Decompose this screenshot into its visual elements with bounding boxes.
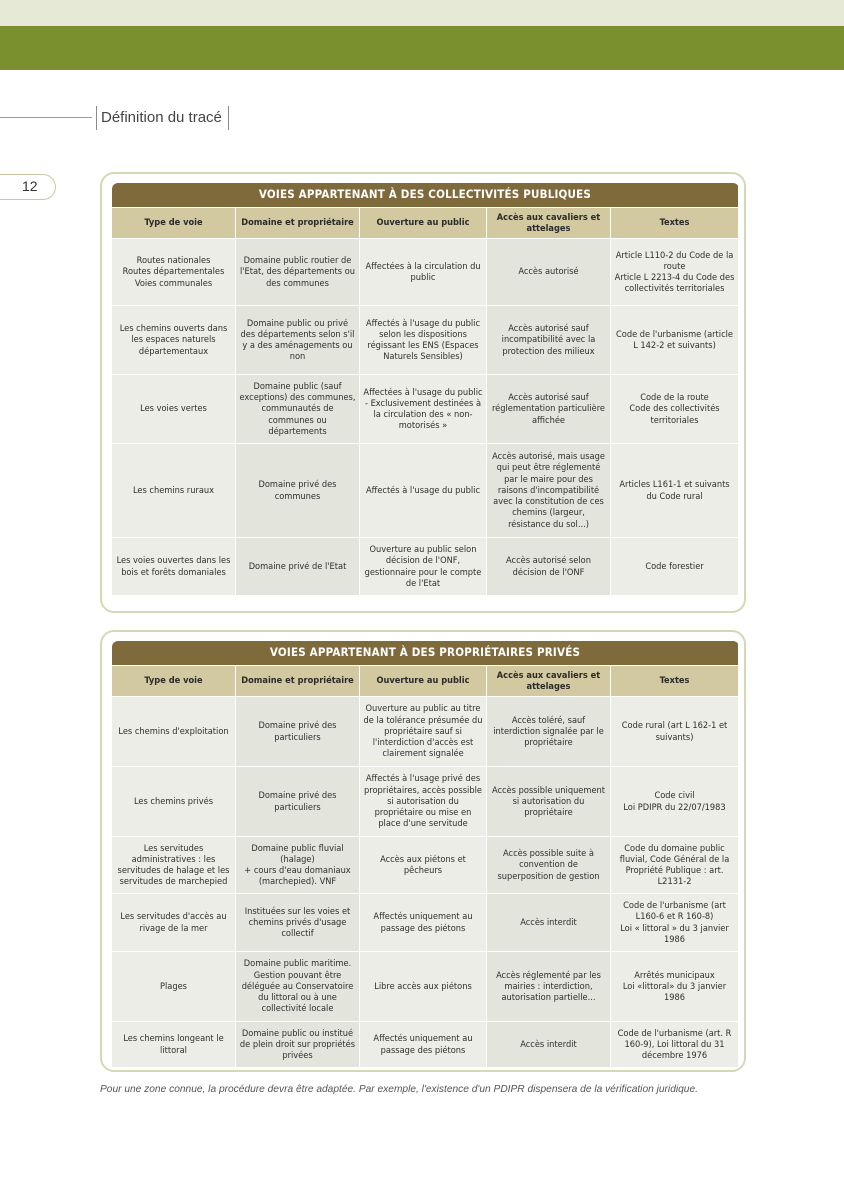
cell-texts: Articles L161-1 et suivants du Code rural: [611, 444, 739, 538]
cell-domain: Domaine public maritime. Gestion pouvant être déléguée au Conservatoire du littoral ou à une collectivité locale: [236, 952, 360, 1022]
cell-texts: Code forestier: [611, 538, 739, 596]
cell-access: Accès réglementé par les mairies : interdiction, autorisation partielle...: [487, 952, 611, 1022]
cell-type: Les chemins ouverts dans les espaces naturels départementaux: [112, 306, 236, 375]
cell-access: Accès autorisé, mais usage qui peut être réglementé par le maire pour des raisons d'incompatibilité avec la constitution de ces chemins (largeur, résistance du sol...): [487, 444, 611, 538]
cell-access: Accès possible suite à convention de superposition de gestion: [487, 837, 611, 894]
cell-domain: Domaine privé des particuliers: [236, 767, 360, 837]
cell-texts: Code rural (art L 162-1 et suivants): [611, 697, 739, 767]
cell-type: Les chemins longeant le littoral: [112, 1022, 236, 1068]
cell-opening: Accès aux piétons et pêcheurs: [360, 837, 487, 894]
cell-type: Les chemins privés: [112, 767, 236, 837]
table-row: [112, 837, 739, 894]
column-header-domain: Domaine et propriétaire: [236, 208, 360, 239]
table-row: [112, 1022, 739, 1068]
cell-access: Accès toléré, sauf interdiction signalée par le propriétaire: [487, 697, 611, 767]
section-title-rule: [0, 117, 92, 118]
table-row: [112, 239, 739, 306]
cell-type: Les chemins d'exploitation: [112, 697, 236, 767]
cell-opening: Affectés à l'usage du public selon les dispositions régissant les ENS (Espaces Naturels Sensibles): [360, 306, 487, 375]
column-header-texts: Textes: [611, 208, 739, 239]
column-header-access: Accès aux cavaliers et attelages: [487, 666, 611, 697]
table-row: [112, 444, 739, 538]
cell-access: Accès autorisé sauf réglementation particulière affichée: [487, 375, 611, 444]
column-header-type: Type de voie: [112, 666, 236, 697]
cell-type: Les servitudes d'accès au rivage de la mer: [112, 894, 236, 952]
cell-access: Accès interdit: [487, 894, 611, 952]
cell-texts: Arrêtés municipaux Loi «littoral» du 3 janvier 1986: [611, 952, 739, 1022]
cell-type: Plages: [112, 952, 236, 1022]
cell-texts: Article L110-2 du Code de la route Article L 2213-4 du Code des collectivités territoriales: [611, 239, 739, 306]
cell-domain: Domaine public (sauf exceptions) des communes, communautés de communes ou départements: [236, 375, 360, 444]
cell-type: Les servitudes administratives : les servitudes de halage et les servitudes de marchepied: [112, 837, 236, 894]
cell-type: Routes nationales Routes départementales Voies communales: [112, 239, 236, 306]
cell-texts: Code de l'urbanisme (article L 142-2 et suivants): [611, 306, 739, 375]
cell-type: Les chemins ruraux: [112, 444, 236, 538]
cell-access: Accès autorisé: [487, 239, 611, 306]
column-header-row: [112, 208, 739, 239]
cell-opening: Affectés à l'usage du public: [360, 444, 487, 538]
cell-texts: Code de l'urbanisme (art. R 160-9), Loi littoral du 31 décembre 1976: [611, 1022, 739, 1068]
table-title: VOIES APPARTENANT À DES COLLECTIVITÉS PUBLIQUES: [112, 183, 739, 208]
column-header-domain: Domaine et propriétaire: [236, 666, 360, 697]
cell-opening: Ouverture au public au titre de la tolérance présumée du propriétaire sauf si l'interdiction d'accès est clairement signalée: [360, 697, 487, 767]
private-roads-panel: [100, 630, 746, 1072]
cell-texts: Code de l'urbanisme (art L160-6 et R 160-8) Loi « littoral » du 3 janvier 1986: [611, 894, 739, 952]
cell-opening: Libre accès aux piétons: [360, 952, 487, 1022]
cell-texts: Code du domaine public fluvial, Code Général de la Propriété Publique : art. L2131-2: [611, 837, 739, 894]
cell-type: Les voies ouvertes dans les bois et forêts domaniales: [112, 538, 236, 596]
column-header-access: Accès aux cavaliers et attelages: [487, 208, 611, 239]
page-number: 12: [0, 174, 56, 200]
cell-domain: Domaine privé des communes: [236, 444, 360, 538]
section-title: Définition du tracé: [96, 106, 229, 130]
cell-domain: Domaine privé de l'Etat: [236, 538, 360, 596]
private-roads-table: [111, 640, 739, 1068]
cell-access: Accès interdit: [487, 1022, 611, 1068]
table-row: [112, 952, 739, 1022]
cell-opening: Affectées à l'usage du public - Exclusivement destinées à la circulation des « non-motorisés »: [360, 375, 487, 444]
cell-access: Accès autorisé selon décision de l'ONF: [487, 538, 611, 596]
cell-opening: Affectées à la circulation du public: [360, 239, 487, 306]
cell-access: Accès possible uniquement si autorisation du propriétaire: [487, 767, 611, 837]
cell-domain: Domaine public ou institué de plein droit sur propriétés privées: [236, 1022, 360, 1068]
cell-texts: Code civil Loi PDIPR du 22/07/1983: [611, 767, 739, 837]
cell-domain: Domaine public routier de l'Etat, des départements ou des communes: [236, 239, 360, 306]
cell-type: Les voies vertes: [112, 375, 236, 444]
public-roads-table: [111, 182, 739, 596]
cell-texts: Code de la route Code des collectivités territoriales: [611, 375, 739, 444]
column-header-row: [112, 666, 739, 697]
column-header-type: Type de voie: [112, 208, 236, 239]
header-band-green: [0, 26, 844, 70]
cell-domain: Instituées sur les voies et chemins privés d'usage collectif: [236, 894, 360, 952]
cell-domain: Domaine public fluvial (halage) + cours d'eau domaniaux (marchepied). VNF: [236, 837, 360, 894]
header-band-pale: [0, 0, 844, 26]
table-row: [112, 894, 739, 952]
table-title: VOIES APPARTENANT À DES PROPRIÉTAIRES PRIVÉS: [112, 641, 739, 666]
cell-access: Accès autorisé sauf incompatibilité avec la protection des milieux: [487, 306, 611, 375]
column-header-opening: Ouverture au public: [360, 208, 487, 239]
table-row: [112, 767, 739, 837]
cell-domain: Domaine privé des particuliers: [236, 697, 360, 767]
cell-opening: Affectés uniquement au passage des piétons: [360, 1022, 487, 1068]
cell-opening: Ouverture au public selon décision de l'ONF, gestionnaire pour le compte de l'Etat: [360, 538, 487, 596]
cell-domain: Domaine public ou privé des départements selon s'il y a des aménagements ou non: [236, 306, 360, 375]
cell-opening: Affectés uniquement au passage des piétons: [360, 894, 487, 952]
table-row: [112, 538, 739, 596]
table-row: [112, 306, 739, 375]
column-header-opening: Ouverture au public: [360, 666, 487, 697]
column-header-texts: Textes: [611, 666, 739, 697]
public-roads-panel: [100, 172, 746, 613]
table-row: [112, 697, 739, 767]
table-row: [112, 375, 739, 444]
cell-opening: Affectés à l'usage privé des propriétaires, accès possible si autorisation du propriétaire ou mise en place d'une servitude: [360, 767, 487, 837]
footnote: Pour une zone connue, la procédure devra être adaptée. Par exemple, l'existence d'un PDIPR dispensera de la vérification juridique.: [100, 1084, 698, 1095]
